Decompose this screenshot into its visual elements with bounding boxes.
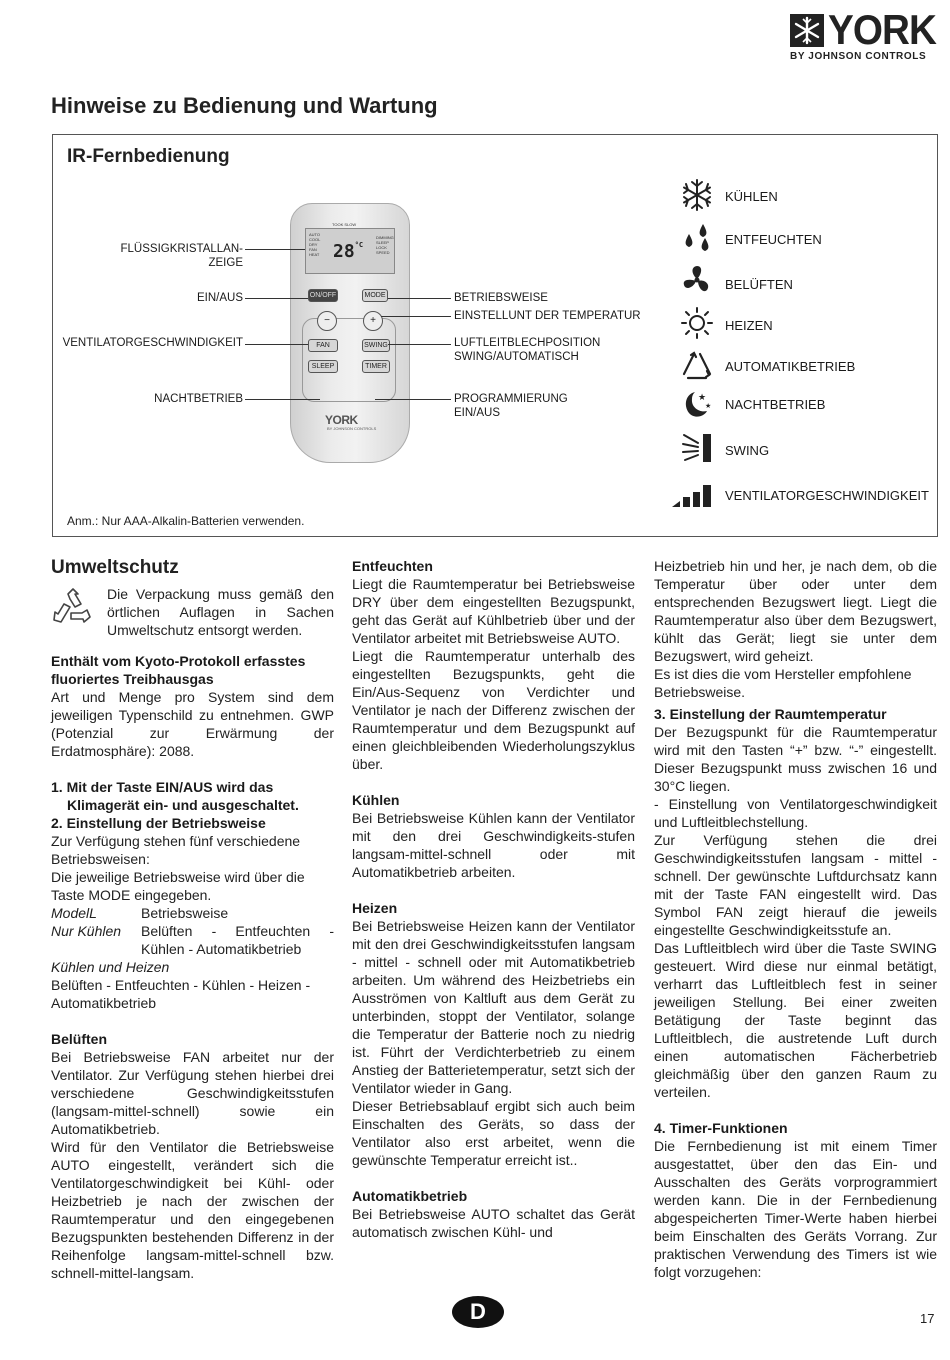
lcd-left-modes xyxy=(309,232,320,257)
lcd-temp-unit: °C xyxy=(354,241,364,249)
label-lcd-line1: FLÜSSIGKRISTALLAN- xyxy=(120,243,243,255)
leader-line xyxy=(381,316,451,317)
modes-text-2: Die jeweilige Betriebsweise wird über die Taste MODE eingegeben. xyxy=(51,869,305,903)
label-onoff: EIN/AUS xyxy=(196,292,243,304)
legend-label: AUTOMATIKBETRIEB xyxy=(725,359,856,374)
cool-heading: Kühlen xyxy=(352,792,400,808)
legend-label: BELÜFTEN xyxy=(725,277,793,292)
lcd-temp-value: 28 xyxy=(333,241,355,262)
leader-line xyxy=(375,399,451,400)
legend-label: ENTFEUCHTEN xyxy=(725,232,822,247)
remote-logo: YORK xyxy=(325,413,358,427)
lcd-mode: SPEED xyxy=(376,250,390,255)
cool-text: Bei Betriebsweise Kühlen kann der Ventilator mit den drei Geschwindigkeits-stufen langsam-mittel-schnell oder mit Automatikbetrieb arbeiten. xyxy=(352,810,635,880)
column-2-body xyxy=(352,557,635,1241)
item-1-cont: Klimagerät ein- und ausgeschaltet. xyxy=(67,797,299,813)
speed-bars-icon xyxy=(672,481,716,507)
item-1: 1. Mit der Taste EIN/AUS wird das xyxy=(51,779,274,795)
label-timer-line2: EIN/AUS xyxy=(454,407,501,419)
label-mode: BETRIEBSWEISE xyxy=(454,292,548,304)
label-swing xyxy=(454,336,600,364)
remote-logo-sub: BY JOHNSON CONTROLS xyxy=(327,426,377,431)
temp-heading: 3. Einstellung der Raumtemperatur xyxy=(654,706,887,722)
leader-line xyxy=(245,399,320,400)
recycle-text: Die Verpackung muss gemäß den örtlichen Auflagen in Sachen Umweltschutz entsorgt werden. xyxy=(107,586,334,638)
label-swing-line2: SWING/AUTOMATISCH xyxy=(454,351,579,363)
heat-heading: Heizen xyxy=(352,900,398,916)
snowflake-logo-icon xyxy=(790,14,824,47)
lcd-mode: HEAT xyxy=(309,252,320,257)
temp-text-3: Das Luftleitblech wird über die Taste SWING gesteuert. Wird diese nur einmal betätigt, verharrt das Luftleitblech fest in seiner jeweiligen Stellung. Bei einer zweiten Betätigung der Taste beginnt das Luftleitblech, die austretende Luft durch einen automatischen Fächerbetrieb gleichmäßig über den ganzen Raum zu verteilen. xyxy=(654,940,937,1100)
svg-text:★: ★ xyxy=(698,393,707,403)
cool-only-value: Belüften - Entfeuchten - Kühlen - Automatikbetrieb xyxy=(141,923,334,957)
swing-button[interactable]: SWING xyxy=(362,339,390,352)
label-swing-line1: LUFTLEITBLECHPOSITION xyxy=(454,337,601,349)
battery-note: Anm.: Nur AAA-Alkalin-Batterien verwenden. xyxy=(67,514,305,528)
cool-heat-label: Kühlen und Heizen xyxy=(51,959,170,975)
lcd-top-text: TOOK SLOW xyxy=(332,222,357,227)
timer-text: Die Fernbedienung ist mit einem Timer ausgestattet, über den das Ein- und Ausschalten des Geräts vorprogrammiert werden kann. Die in der Fernbedienung abgespeicherten Timer-Werte haben hierbei beim Einschalten des Geräts Vorrang. Zur praktischen Verwendung des Timers ist wie folgt vorzugehen: xyxy=(654,1138,937,1280)
fan-icon xyxy=(680,263,714,297)
column-3-body xyxy=(654,557,937,1281)
lcd-mode: SLEEP xyxy=(376,240,389,245)
spacer xyxy=(654,1101,937,1119)
cool-only-label: Nur Kühlen xyxy=(51,923,122,939)
kyoto-text: Art und Menge pro System sind dem jeweiligen Typenschild zu entnehmen. GWP (Potenzial zur Erwärmung der Erdatmosphäre): 2088. xyxy=(51,689,334,759)
timer-heading: 4. Timer-Funktionen xyxy=(654,1120,788,1136)
swing-icon xyxy=(680,431,714,465)
cool-heat-value: Belüften - Entfeuchten - Kühlen - Heizen - Automatikbetrieb xyxy=(51,977,311,1011)
leader-line xyxy=(245,344,308,345)
onoff-button[interactable]: ON/OFF xyxy=(308,289,338,302)
spacer xyxy=(352,1169,635,1187)
lcd-mode: DIMMING xyxy=(376,235,394,240)
temp-minus-button[interactable]: − xyxy=(317,311,337,331)
lcd-mode: DRY xyxy=(309,242,318,247)
recycle-icon xyxy=(49,586,97,634)
dry-text: Liegt die Raumtemperatur bei Betriebsweise DRY über dem eingestellten Bezugspunkt, geht das Gerät auf Kühlbetrieb über und der Ventilator arbeitet mit Betriebsweise AUTO. xyxy=(352,576,635,646)
sun-icon xyxy=(680,306,714,340)
kyoto-heading: Enthält vom Kyoto-Protokoll erfasstes fluoriertes Treibhausgas xyxy=(51,653,306,687)
language-badge: D xyxy=(452,1296,504,1328)
leader-line xyxy=(245,298,308,299)
page-title: Hinweise zu Bedienung und Wartung xyxy=(51,93,438,118)
temp-plus-button[interactable]: + xyxy=(363,311,383,331)
fan-button[interactable]: FAN xyxy=(308,339,338,352)
legend-label: HEIZEN xyxy=(725,318,773,333)
label-timer-line1: PROGRAMMIERUNG xyxy=(454,393,568,405)
lcd-mode: FAN xyxy=(309,247,317,252)
auto-text-cont: Heizbetrieb hin und her, je nach dem, ob die Temperatur über oder unter dem entsprechenden Bezugswert liegt. Liegt die Raumtemperatur also über dem Bezugswert, kühlt das Gerät; liegt sie unter dem Bezugswert, wird geheizt. xyxy=(654,558,937,664)
spacer xyxy=(51,1012,334,1030)
legend-label: KÜHLEN xyxy=(725,189,778,204)
leader-line xyxy=(388,298,451,299)
legend-label: SWING xyxy=(725,443,770,458)
droplets-icon xyxy=(680,220,714,254)
auto-text-cont-2: Es ist dies die vom Hersteller empfohlene Betriebsweise. xyxy=(654,666,912,700)
brand-name: YORK xyxy=(828,6,936,53)
label-sleep: NACHTBETRIEB xyxy=(154,393,243,405)
lcd-mode: AUTO xyxy=(309,232,321,237)
york-logo xyxy=(788,6,938,64)
auto-icon xyxy=(680,348,714,382)
model-row xyxy=(51,904,334,922)
label-temperature: EINSTELLUNT DER TEMPERATUR xyxy=(454,310,641,322)
spacer xyxy=(352,881,635,899)
leader-line xyxy=(245,249,305,250)
sleep-button[interactable]: SLEEP xyxy=(308,360,338,373)
temp-bullet: - Einstellung von Ventilatorgeschwindigkeit und Luftleitblechstellung. xyxy=(654,796,937,830)
figure-title: IR-Fernbedienung xyxy=(67,146,230,167)
section-heading-umweltschutz: Umweltschutz xyxy=(51,557,179,578)
leader-line xyxy=(388,344,451,345)
spacer xyxy=(352,773,635,791)
modes-text: Zur Verfügung stehen fünf verschiedene Betriebsweisen: xyxy=(51,833,301,867)
timer-button[interactable]: TIMER xyxy=(362,360,390,373)
legend-label: VENTILATORGESCHWINDIGKEIT xyxy=(725,488,929,503)
moon-icon xyxy=(680,388,714,422)
heat-text: Bei Betriebsweise Heizen kann der Ventilator mit den drei Geschwindigkeitsstufen langsam - mittel - schnell oder mit Automatikbetrieb arbeiten. Um während des Heizbetriebs ein Ausströmen von Kaltluft aus dem Gerät zu unterbinden, stoppt der Ventilator, solange die Temperatur der Batterie noch zu niedrig ist. Führt der Verdichterbetrieb zu einem Anstieg der Batterietemperatur, setzt sich der Ventilator wieder in Gang. xyxy=(352,918,635,1096)
spacer xyxy=(51,760,334,778)
legend-label: NACHTBETRIEB xyxy=(725,397,826,412)
cool-only-row xyxy=(51,922,334,958)
dry-heading: Entfeuchten xyxy=(352,558,433,574)
lcd-mode: COOL xyxy=(309,237,321,242)
auto-text: Bei Betriebsweise AUTO schaltet das Gerät automatisch zwischen Kühl- und xyxy=(352,1206,635,1240)
lcd-mode: LOCK xyxy=(376,245,387,250)
page-number: 17 xyxy=(920,1311,935,1326)
item-2-heading: 2. Einstellung der Betriebsweise xyxy=(51,815,266,831)
model-label: ModelL xyxy=(51,905,97,921)
fan-text-2: Wird für den Ventilator die Betriebsweise AUTO eingestellt, verändert sich die Ventilatorgeschwindigkeit bei Kühl- oder Heizbetrieb je nach der zwischen der Raumtemperatur und den eingegebenen Bezugspunkten bestehenden Differenz in der Reihenfolge langsam-mittel-schnell bzw. schnell-mittel-langsam. xyxy=(51,1139,334,1281)
label-lcd-line2: ZEIGE xyxy=(208,257,243,269)
mode-button[interactable]: MODE xyxy=(362,289,388,302)
snowflake-icon xyxy=(680,178,714,212)
heat-text-2: Dieser Betriebsablauf ergibt sich auch beim Einschalten des Geräts, so dass der Ventilator also erst arbeitet, wenn die gewünschte Temperatur erreicht ist.. xyxy=(352,1098,635,1168)
auto-heading: Automatikbetrieb xyxy=(352,1188,468,1204)
model-value: Betriebsweise xyxy=(141,905,229,921)
lcd-right-modes xyxy=(376,235,394,255)
temp-text-2: Zur Verfügung stehen die drei Geschwindigkeitsstufen langsam - mittel - schnell. Der gewünschte Luftdurchsatz kann mit der Taste FAN eingestellt wird. Das Symbol FAN zeigt hierauf die jeweils eingestellte Geschwindigkeitsstufe an. xyxy=(654,832,937,938)
label-timer xyxy=(454,392,568,420)
column-1-body xyxy=(51,652,334,1282)
lcd-temperature xyxy=(333,241,363,262)
fan-heading: Belüften xyxy=(51,1031,107,1047)
brand-subtitle: BY JOHNSON CONTROLS xyxy=(790,51,927,62)
dry-text-2: Liegt die Raumtemperatur unterhalb des eingestellten Bezugspunkts, geht die Ein/Aus-Sequenz von Verdichter und Ventilator je nach der Differenz zwischen der Raumtemperatur und dem Bezugspunkt auf einen gleichbleibenden Wiederholungszyklus über. xyxy=(352,648,635,772)
label-fan-speed: VENTILATORGESCHWINDIGKEIT xyxy=(62,337,243,349)
fan-text: Bei Betriebsweise FAN arbeitet nur der Ventilator. Zur Verfügung stehen hierbei drei verschiedene Geschwindigkeitsstufen (langsam-mittel-schnell) sowie ein Automatikbetrieb. xyxy=(51,1049,334,1137)
temp-text: Der Bezugspunkt für die Raumtemperatur wird mit den Tasten “+” bzw. “-” eingestellt. Dieser Bezugspunkt muss zwischen 16 und 30°C liegen. xyxy=(654,724,937,794)
label-lcd xyxy=(100,242,243,270)
svg-text:★: ★ xyxy=(705,402,712,410)
